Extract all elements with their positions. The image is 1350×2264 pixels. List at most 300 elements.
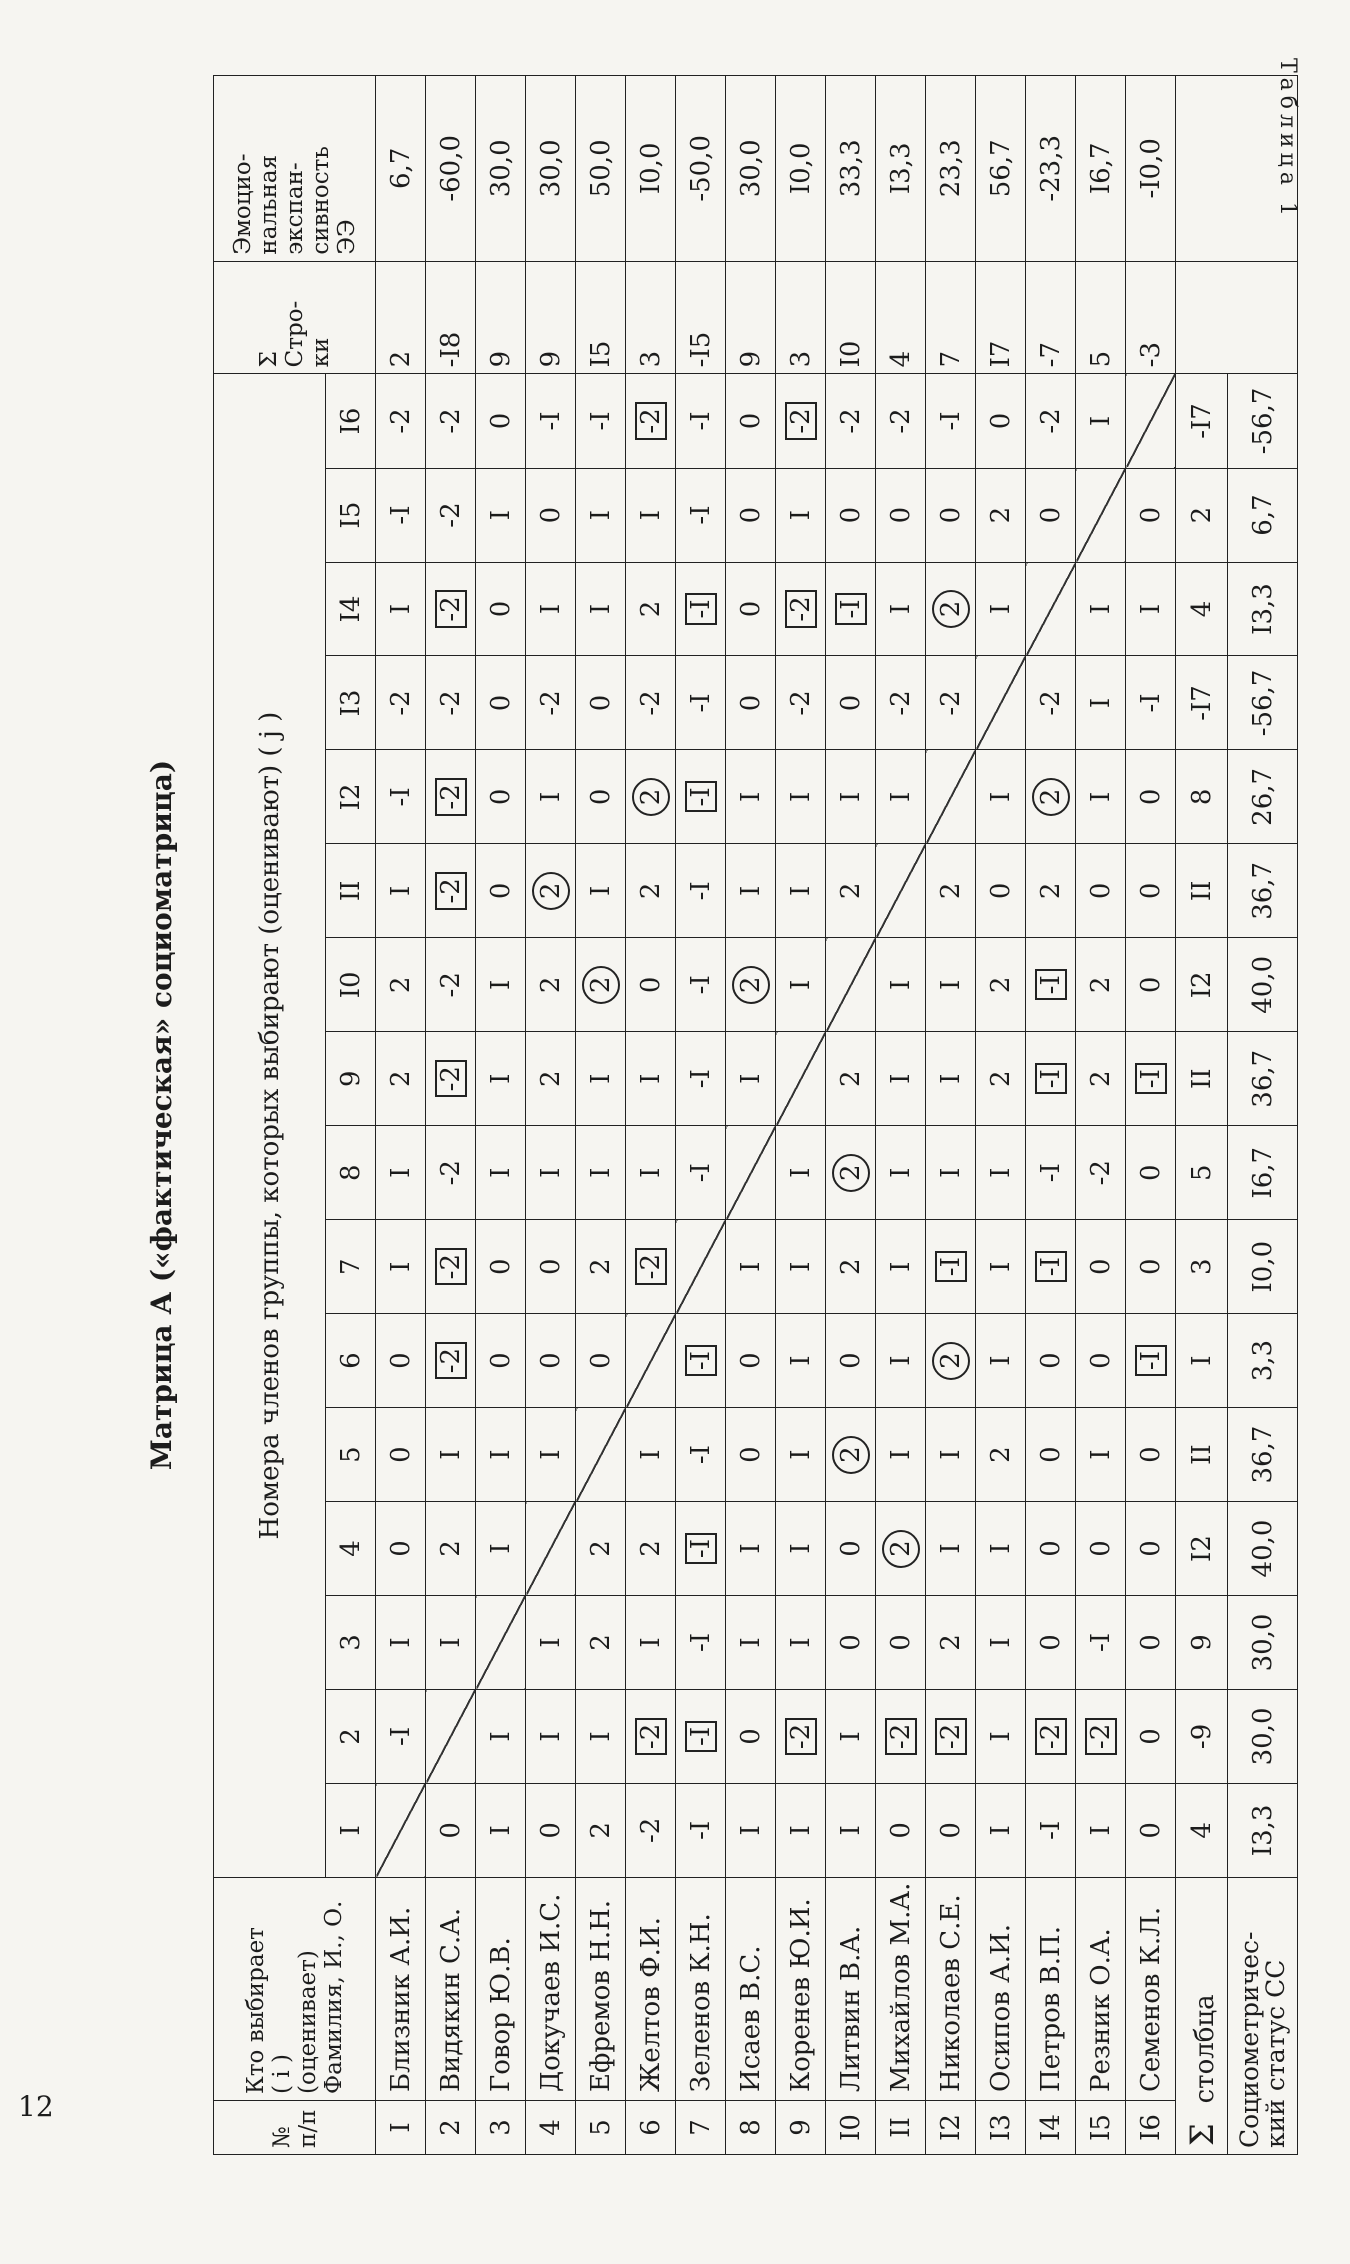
expansivity-value: 30,0 (476, 76, 526, 262)
matrix-cell: I (926, 938, 976, 1032)
matrix-cell: -I (376, 468, 426, 562)
row-sum: -7 (1026, 261, 1076, 374)
matrix-cell: I (576, 1032, 626, 1126)
matrix-cell: I (476, 1689, 526, 1783)
matrix-cell: -I (676, 374, 726, 468)
matrix-cell (776, 562, 826, 656)
matrix-cell (776, 374, 826, 468)
row-number: 9 (776, 2100, 826, 2154)
matrix-cell: I (976, 1220, 1026, 1314)
row-sum: 3 (776, 261, 826, 374)
matrix-cell: I (876, 1220, 926, 1314)
matrix-cell: -I (676, 1596, 726, 1690)
diagonal-cell (376, 1783, 426, 1877)
table-row (676, 76, 726, 2155)
member-name: Петров В.П. (1026, 1877, 1076, 2100)
row-sum: 2 (376, 261, 426, 374)
matrix-cell: I (876, 1032, 926, 1126)
column-sum-value: 9 (1176, 1596, 1228, 1690)
matrix-cell: -I (376, 1689, 426, 1783)
matrix-cell (876, 1502, 926, 1596)
matrix-cell: 0 (1126, 750, 1176, 844)
matrix-cell: I (376, 1220, 426, 1314)
matrix-cell: I (726, 1783, 776, 1877)
boxed-value: -2 (885, 1718, 917, 1755)
boxed-value: -2 (435, 1060, 467, 1097)
matrix-cell (526, 844, 576, 938)
matrix-cell (426, 1220, 476, 1314)
boxed-value: -2 (1035, 1718, 1067, 1755)
column-numbers-row (326, 76, 376, 2155)
circled-value: 2 (732, 966, 770, 1004)
matrix-cell: -2 (626, 656, 676, 750)
column-number-1: I (326, 1783, 376, 1877)
matrix-cell: -2 (876, 656, 926, 750)
row-sum: I5 (576, 261, 626, 374)
table-row (1026, 76, 1076, 2155)
matrix-cell: I (476, 938, 526, 1032)
column-number-4: 4 (326, 1502, 376, 1596)
matrix-cell (1026, 1689, 1076, 1783)
matrix-cell (626, 1220, 676, 1314)
matrix-cell: I (626, 1596, 676, 1690)
column-number-11: II (326, 844, 376, 938)
matrix-cell: 0 (926, 468, 976, 562)
matrix-cell: I (776, 750, 826, 844)
diagonal-cell (526, 1502, 576, 1596)
matrix-cell: 0 (1126, 1502, 1176, 1596)
matrix-cell: 0 (476, 562, 526, 656)
matrix-cell: I (976, 562, 1026, 656)
matrix-cell: -I (1026, 1783, 1076, 1877)
status-value (1228, 468, 1298, 562)
matrix-cell: I (576, 1126, 626, 1220)
row-sum: -3 (1126, 261, 1176, 374)
matrix-cell: 0 (1126, 1408, 1176, 1502)
table-row (576, 76, 626, 2155)
matrix-cell: -I (676, 1783, 726, 1877)
matrix-cell: I (526, 1689, 576, 1783)
matrix-cell: I (826, 750, 876, 844)
page-number: 12 (18, 2090, 54, 2123)
matrix-cell: 2 (376, 938, 426, 1032)
matrix-cell: 2 (1076, 1032, 1126, 1126)
row-sum: 3 (626, 261, 676, 374)
matrix-cell: 0 (476, 844, 526, 938)
matrix-cell: I (1076, 1408, 1126, 1502)
boxed-value: -I (1035, 1251, 1067, 1282)
matrix-cell: 0 (1026, 1502, 1076, 1596)
matrix-cell: 0 (726, 1314, 776, 1408)
matrix-cell: -I (1076, 1596, 1126, 1690)
diagonal-cell (826, 938, 876, 1032)
circled-value: 2 (932, 1342, 970, 1380)
row-number: I6 (1126, 2100, 1176, 2154)
matrix-cell: I (1126, 562, 1176, 656)
matrix-cell: 0 (1076, 1220, 1126, 1314)
row-number: I2 (926, 2100, 976, 2154)
matrix-cell: 0 (1126, 468, 1176, 562)
matrix-cell (1026, 1032, 1076, 1126)
matrix-cell: I (426, 1408, 476, 1502)
table-row (476, 76, 526, 2155)
status-row (1228, 76, 1298, 2155)
matrix-cell: 0 (1126, 844, 1176, 938)
matrix-cell (426, 1032, 476, 1126)
diagonal-cell (1026, 562, 1076, 656)
circled-value: 2 (532, 872, 570, 910)
row-sum: 9 (476, 261, 526, 374)
matrix-cell: 0 (876, 1783, 926, 1877)
boxed-value: -I (685, 593, 717, 624)
table-row (626, 76, 676, 2155)
expansivity-value: I0,0 (626, 76, 676, 262)
matrix-cell: -I (676, 468, 726, 562)
matrix-cell: 2 (826, 1032, 876, 1126)
matrix-cell (576, 938, 626, 1032)
matrix-cell: I (576, 1689, 626, 1783)
matrix-cell (1026, 938, 1076, 1032)
boxed-value: -2 (435, 872, 467, 909)
matrix-cell: -2 (426, 374, 476, 468)
boxed-value: -I (835, 593, 867, 624)
row-sum: 5 (1076, 261, 1126, 374)
matrix-cell (1026, 1220, 1076, 1314)
status-value (1228, 750, 1298, 844)
member-name: Исаев В.С. (726, 1877, 776, 2100)
matrix-cell: -2 (626, 1783, 676, 1877)
matrix-cell: 0 (1026, 468, 1076, 562)
diagonal-cell (1076, 468, 1126, 562)
diagonal-cell (476, 1596, 526, 1690)
matrix-cell: 0 (826, 468, 876, 562)
matrix-cell: -2 (826, 374, 876, 468)
expansivity-value: 33,3 (826, 76, 876, 262)
expansivity-header: Эмоцио- нальная экспан- сивность ЭЭ (214, 76, 376, 262)
table-row (776, 76, 826, 2155)
boxed-value: -2 (435, 1342, 467, 1379)
matrix-cell: 0 (726, 468, 776, 562)
column-sum-value: I (1176, 1314, 1228, 1408)
matrix-cell: I (876, 750, 926, 844)
matrix-cell: 0 (1126, 1220, 1176, 1314)
matrix-cell: 0 (526, 1314, 576, 1408)
row-number: 6 (626, 2100, 676, 2154)
column-number-12: I2 (326, 750, 376, 844)
matrix-cell: 2 (976, 468, 1026, 562)
matrix-cell: 0 (1026, 1314, 1076, 1408)
column-number-7: 7 (326, 1220, 376, 1314)
matrix-cell: 0 (1126, 1689, 1176, 1783)
matrix-cell: 0 (476, 1220, 526, 1314)
status-value (1228, 1126, 1298, 1220)
boxed-value: -2 (435, 590, 467, 627)
matrix-cell: 2 (526, 1032, 576, 1126)
expansivity-value: 56,7 (976, 76, 1026, 262)
matrix-cell: 0 (526, 1220, 576, 1314)
row-sum: -I8 (426, 261, 476, 374)
matrix-cell: I (526, 1596, 576, 1690)
matrix-cell: I (626, 468, 676, 562)
matrix-cell (676, 750, 726, 844)
matrix-cell: 0 (1026, 1596, 1076, 1690)
matrix-cell: I (776, 468, 826, 562)
matrix-cell: I (776, 844, 826, 938)
matrix-cell: 0 (826, 1314, 876, 1408)
member-name: Литвин В.А. (826, 1877, 876, 2100)
sociomatrix-table (213, 75, 1298, 2155)
matrix-cell: 0 (976, 374, 1026, 468)
matrix-cell: I (526, 750, 576, 844)
matrix-cell: I (376, 1126, 426, 1220)
row-number: I (376, 2100, 426, 2154)
row-number: 5 (576, 2100, 626, 2154)
column-sum-value: I2 (1176, 1502, 1228, 1596)
matrix-cell: I (626, 1408, 676, 1502)
matrix-cell: 2 (576, 1596, 626, 1690)
matrix-cell: 0 (726, 562, 776, 656)
matrix-cell: 0 (1126, 1596, 1176, 1690)
matrix-cell: I (976, 1689, 1026, 1783)
matrix-cell: 0 (476, 750, 526, 844)
boxed-value: -I (935, 1251, 967, 1282)
boxed-value: -2 (785, 402, 817, 439)
boxed-value: -I (685, 781, 717, 812)
matrix-cell: I (726, 1220, 776, 1314)
matrix-cell: -I (926, 374, 976, 468)
matrix-cell: I (726, 1596, 776, 1690)
diagonal-cell (876, 844, 926, 938)
matrix-cell: I (526, 1408, 576, 1502)
table-caption: Таблица 1 (1275, 58, 1300, 221)
column-sum-value: -9 (1176, 1689, 1228, 1783)
expansivity-value: 30,0 (726, 76, 776, 262)
column-sum-value: 4 (1176, 1783, 1228, 1877)
matrix-cell: I (576, 844, 626, 938)
matrix-cell: I (776, 1126, 826, 1220)
matrix-cell: I (576, 468, 626, 562)
status-label-line: кий статус СС (1260, 1959, 1290, 2148)
diagonal-cell (626, 1314, 676, 1408)
column-number-6: 6 (326, 1314, 376, 1408)
matrix-cell: I (926, 1502, 976, 1596)
column-sum-value: 3 (1176, 1220, 1228, 1314)
matrix-cell: I (1076, 374, 1126, 468)
matrix-cell (1076, 1689, 1126, 1783)
table-row (1076, 76, 1126, 2155)
matrix-cell: 0 (1076, 1502, 1126, 1596)
matrix-cell: 0 (476, 656, 526, 750)
matrix-cell: 0 (826, 1502, 876, 1596)
matrix-cell: 0 (826, 656, 876, 750)
column-number-8: 8 (326, 1126, 376, 1220)
status-value (1228, 844, 1298, 938)
status-value-text: 36,7 (1247, 1425, 1278, 1484)
matrix-cell: 2 (576, 1783, 626, 1877)
matrix-cell: I (876, 1126, 926, 1220)
matrix-cell (876, 1689, 926, 1783)
matrix-cell: 0 (1126, 1126, 1176, 1220)
matrix-cell (1126, 1032, 1176, 1126)
matrix-cell: I (376, 562, 426, 656)
member-name: Коренев Ю.И. (776, 1877, 826, 2100)
column-sum-text: столбца (1189, 1994, 1220, 2104)
matrix-cell: I (876, 1314, 926, 1408)
matrix-cell: 2 (626, 844, 676, 938)
matrix-cell (626, 374, 676, 468)
matrix-cell: I (876, 1408, 926, 1502)
diagonal-cell (926, 750, 976, 844)
expansivity-value: -60,0 (426, 76, 476, 262)
status-value-text: 26,7 (1247, 767, 1278, 826)
matrix-cell: I (826, 1783, 876, 1877)
status-value-text: 40,0 (1247, 1519, 1278, 1578)
boxed-value: -2 (785, 590, 817, 627)
num-header: № п/п (214, 2100, 376, 2154)
matrix-cell: -I (1126, 656, 1176, 750)
matrix-cell (926, 1689, 976, 1783)
boxed-value: -I (1035, 969, 1067, 1000)
status-value-text: 40,0 (1247, 955, 1278, 1014)
matrix-cell: -2 (876, 374, 926, 468)
table-row (726, 76, 776, 2155)
status-value (1228, 1689, 1298, 1783)
column-sum-value: -I7 (1176, 374, 1228, 468)
matrix-cell: 0 (876, 468, 926, 562)
column-sum-value: II (1176, 1032, 1228, 1126)
matrix-cell (826, 1126, 876, 1220)
matrix-cell (776, 1689, 826, 1783)
matrix-cell (426, 750, 476, 844)
column-number-3: 3 (326, 1596, 376, 1690)
status-value-text: I6,7 (1247, 1146, 1278, 1199)
members-header: Номера членов группы, которых выбирают (оценивают) ( j ) (214, 374, 326, 1878)
matrix-cell: 0 (1026, 1408, 1076, 1502)
status-value-text: -56,7 (1247, 669, 1278, 737)
matrix-cell: I (826, 1689, 876, 1783)
matrix-cell: I (976, 1314, 1026, 1408)
matrix-cell: I (376, 844, 426, 938)
row-number: 3 (476, 2100, 526, 2154)
matrix-cell: -2 (776, 656, 826, 750)
boxed-value: -I (1135, 1345, 1167, 1376)
matrix-cell: 0 (376, 1408, 426, 1502)
empty-cell (1176, 76, 1228, 262)
matrix-cell: 0 (526, 468, 576, 562)
column-number-16: I6 (326, 374, 376, 468)
boxed-value: -I (685, 1721, 717, 1752)
matrix-cell: I (476, 468, 526, 562)
matrix-cell: I (976, 750, 1026, 844)
matrix-cell: -I (676, 1408, 726, 1502)
matrix-cell: I (776, 1408, 826, 1502)
matrix-cell: -2 (526, 656, 576, 750)
matrix-cell (676, 1502, 726, 1596)
matrix-cell: I (726, 1502, 776, 1596)
member-name: Видякин С.А. (426, 1877, 476, 2100)
status-label (1228, 1877, 1298, 2154)
matrix-cell: 2 (426, 1502, 476, 1596)
status-value-text: I3,3 (1247, 583, 1278, 635)
sigma-symbol: Σ (1182, 2123, 1221, 2146)
boxed-value: -I (1035, 1063, 1067, 1094)
empty-cell (1228, 76, 1298, 262)
matrix-cell: I (726, 1032, 776, 1126)
header-row-top (214, 76, 326, 2155)
matrix-cell: 0 (526, 1783, 576, 1877)
member-name: Михайлов М.А. (876, 1877, 926, 2100)
member-name: Осипов А.И. (976, 1877, 1026, 2100)
matrix-cell: I (776, 1596, 826, 1690)
row-sum: 9 (726, 261, 776, 374)
status-value (1228, 656, 1298, 750)
matrix-cell: 0 (1076, 844, 1126, 938)
status-value-text: 36,7 (1247, 1049, 1278, 1108)
matrix-cell: -2 (376, 656, 426, 750)
matrix-cell: -2 (426, 938, 476, 1032)
matrix-cell: 0 (426, 1783, 476, 1877)
matrix-cell: I (726, 844, 776, 938)
row-sum: I0 (826, 261, 876, 374)
row-number: I5 (1076, 2100, 1126, 2154)
matrix-cell (826, 562, 876, 656)
expansivity-value: 6,7 (376, 76, 426, 262)
matrix-cell: I (376, 1596, 426, 1690)
boxed-value: -2 (435, 1248, 467, 1285)
matrix-cell: I (576, 562, 626, 656)
boxed-value: -2 (935, 1718, 967, 1755)
matrix-cell: I (976, 1596, 1026, 1690)
diagonal-cell (676, 1220, 726, 1314)
matrix-cell (826, 1408, 876, 1502)
matrix-cell: I (426, 1596, 476, 1690)
member-name: Близник А.И. (376, 1877, 426, 2100)
matrix-cell: 2 (1076, 938, 1126, 1032)
matrix-cell: 2 (976, 938, 1026, 1032)
matrix-cell: 2 (826, 844, 876, 938)
status-value-text: 30,0 (1247, 1613, 1278, 1672)
matrix-cell: 0 (726, 374, 776, 468)
circled-value: 2 (832, 1436, 870, 1474)
member-name: Резник О.А. (1076, 1877, 1126, 2100)
circled-value: 2 (582, 966, 620, 1004)
column-sum-value: -I7 (1176, 656, 1228, 750)
matrix-cell: I (976, 1783, 1026, 1877)
status-value-text: -56,7 (1247, 387, 1278, 455)
circled-value: 2 (882, 1530, 920, 1568)
expansivity-value: 23,3 (926, 76, 976, 262)
matrix-cell: 2 (926, 1596, 976, 1690)
matrix-cell: 0 (476, 374, 526, 468)
expansivity-value: I0,0 (776, 76, 826, 262)
circled-value: 2 (632, 778, 670, 816)
matrix-cell: 2 (976, 1032, 1026, 1126)
matrix-cell: -2 (376, 374, 426, 468)
column-number-10: I0 (326, 938, 376, 1032)
row-sum: 7 (926, 261, 976, 374)
status-value (1228, 1783, 1298, 1877)
matrix-cell: I (1076, 1783, 1126, 1877)
expansivity-value: -50,0 (676, 76, 726, 262)
matrix-cell: 0 (726, 1408, 776, 1502)
member-name: Зеленов К.Н. (676, 1877, 726, 2100)
table-row (976, 76, 1026, 2155)
diagonal-cell (976, 656, 1026, 750)
matrix-cell: 2 (376, 1032, 426, 1126)
expansivity-value: -I0,0 (1126, 76, 1176, 262)
matrix-cell (676, 1689, 726, 1783)
matrix-cell: I (626, 1032, 676, 1126)
